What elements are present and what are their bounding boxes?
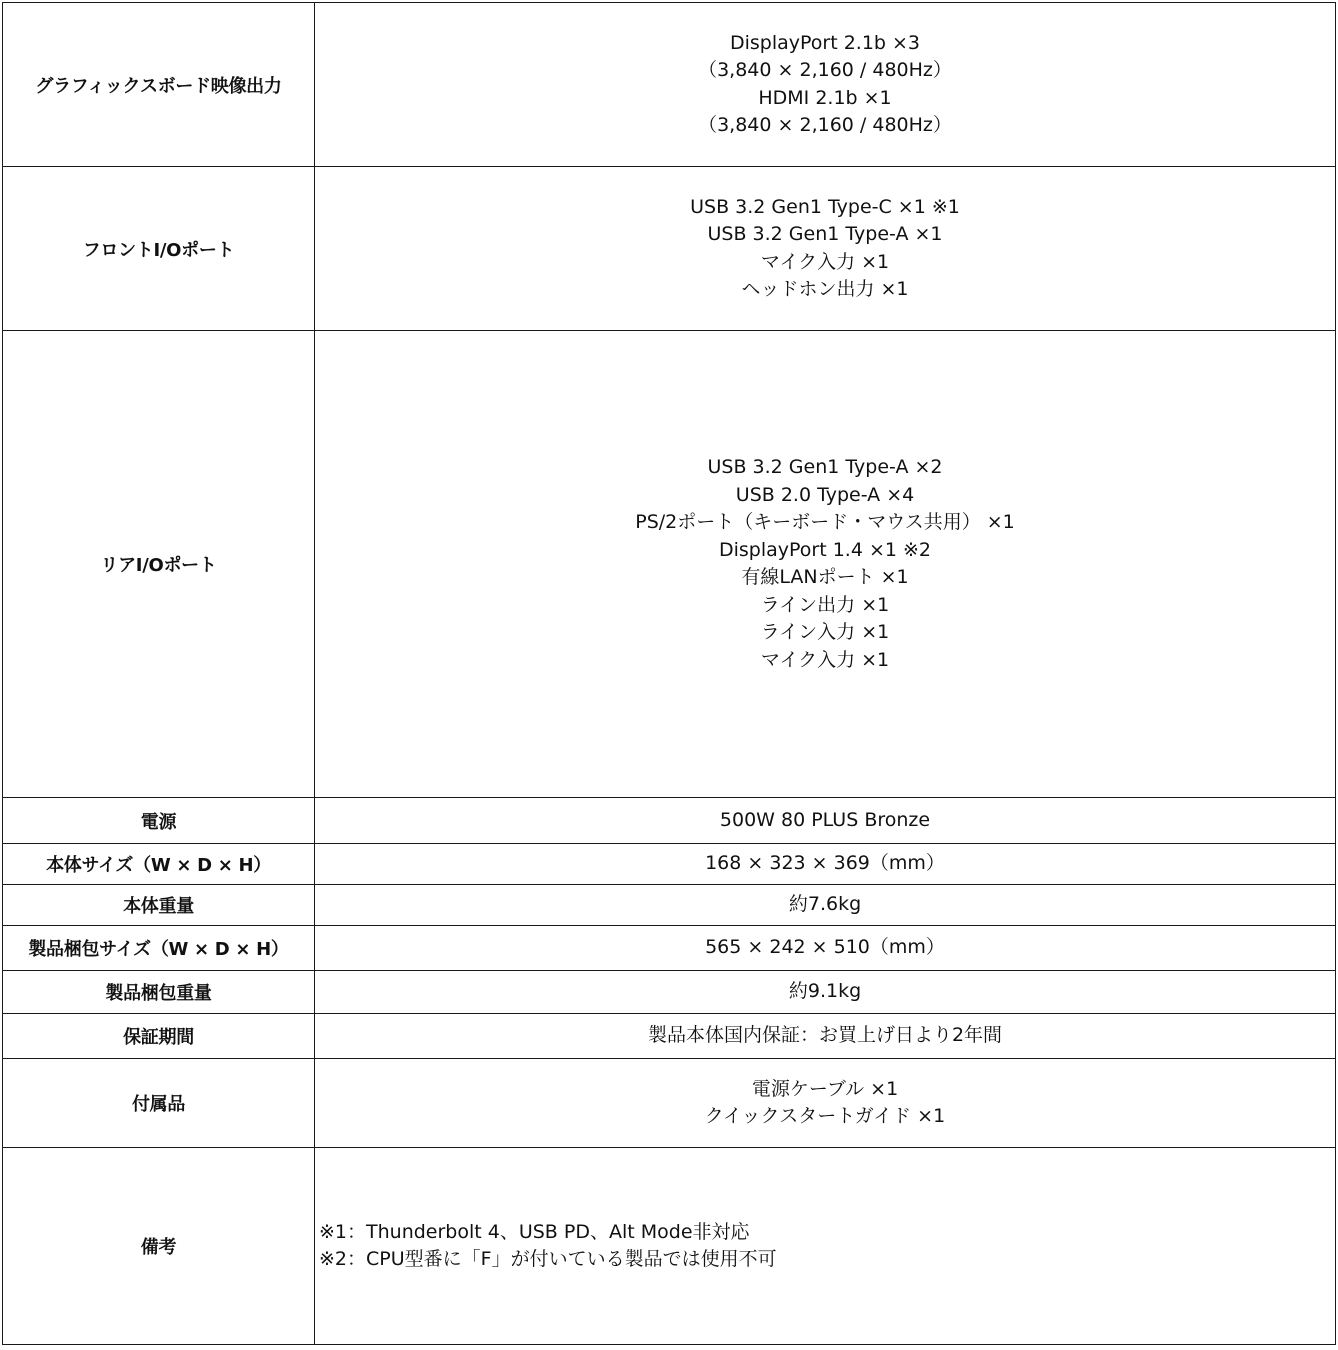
spec-value <box>315 798 1336 844</box>
spec-value-line: （3,840 × 2,160 / 480Hz） <box>698 59 952 81</box>
spec-label: 保証期間 <box>3 1014 315 1059</box>
spec-row-graphics-output <box>3 3 1336 167</box>
spec-row-accessories <box>3 1059 1336 1148</box>
spec-row-package-size <box>3 926 1336 971</box>
spec-label: フロントI/Oポート <box>3 167 315 331</box>
spec-value-line: 電源ケーブル ×1 <box>751 1077 899 1100</box>
spec-value <box>315 885 1336 926</box>
spec-value <box>315 1059 1336 1148</box>
spec-value-line: USB 3.2 Gen1 Type-A ×1 <box>707 223 943 245</box>
spec-value-line: （3,840 × 2,160 / 480Hz） <box>698 114 952 136</box>
spec-value <box>315 844 1336 885</box>
spec-label: リアI/Oポート <box>3 331 315 798</box>
spec-value-line: ライン入力 ×1 <box>760 621 890 643</box>
spec-value-line: HDMI 2.1b ×1 <box>758 86 892 109</box>
spec-value <box>315 926 1336 971</box>
spec-label: 電源 <box>3 798 315 844</box>
spec-row-warranty <box>3 1014 1336 1059</box>
spec-value <box>315 167 1336 331</box>
spec-value-line: マイク入力 ×1 <box>760 648 890 671</box>
spec-table <box>2 2 1336 1345</box>
spec-value-line: USB 3.2 Gen1 Type-A ×2 <box>707 456 943 478</box>
spec-label: 製品梱包重量 <box>3 971 315 1014</box>
spec-label: 製品梱包サイズ（W × D × H） <box>3 926 315 971</box>
spec-value-line: ※1：Thunderbolt 4、USB PD、Alt Mode非対応 <box>319 1220 750 1243</box>
spec-row-front-io <box>3 167 1336 331</box>
spec-value <box>315 3 1336 167</box>
spec-value-line: マイク入力 ×1 <box>760 250 890 273</box>
spec-value-line: PS/2ポート（キーボード・マウス共用） ×1 <box>635 511 1015 533</box>
spec-value <box>315 1148 1336 1345</box>
spec-label: 本体重量 <box>3 885 315 926</box>
spec-value-line: 約7.6kg <box>788 893 862 916</box>
spec-value-line: 565 × 242 × 510（mm） <box>705 936 945 959</box>
spec-value-line: 168 × 323 × 369（mm） <box>705 852 945 875</box>
spec-row-package-weight <box>3 971 1336 1014</box>
spec-value-line: 有線LANポート ×1 <box>741 566 909 588</box>
spec-value-line: ヘッドホン出力 ×1 <box>741 278 909 300</box>
spec-label: 本体サイズ（W × D × H） <box>3 844 315 885</box>
spec-value-line: USB 3.2 Gen1 Type-C ×1 ※1 <box>690 195 960 218</box>
spec-row-body-weight <box>3 885 1336 926</box>
spec-row-body-size <box>3 844 1336 885</box>
spec-value-line: 500W 80 PLUS Bronze <box>719 808 931 831</box>
spec-value <box>315 971 1336 1014</box>
spec-label: グラフィックスボード映像出力 <box>3 3 315 167</box>
spec-value-line: 製品本体国内保証：お買上げ日より2年間 <box>647 1024 1003 1047</box>
spec-value <box>315 1014 1336 1059</box>
spec-value-line: USB 2.0 Type-A ×4 <box>735 483 915 506</box>
spec-label: 備考 <box>3 1148 315 1345</box>
spec-value-line: DisplayPort 1.4 ×1 ※2 <box>718 538 932 561</box>
spec-value-line: 約9.1kg <box>788 980 862 1003</box>
spec-value-line: ライン出力 ×1 <box>760 593 890 616</box>
spec-value-line: DisplayPort 2.1b ×3 <box>729 31 921 54</box>
spec-value-line: ※2：CPU型番に「F」が付いている製品では使用不可 <box>319 1248 777 1270</box>
spec-row-rear-io <box>3 331 1336 798</box>
spec-row-power <box>3 798 1336 844</box>
spec-value <box>315 331 1336 798</box>
spec-label: 付属品 <box>3 1059 315 1148</box>
spec-value-line: クイックスタートガイド ×1 <box>704 1105 946 1127</box>
spec-row-notes <box>3 1148 1336 1345</box>
